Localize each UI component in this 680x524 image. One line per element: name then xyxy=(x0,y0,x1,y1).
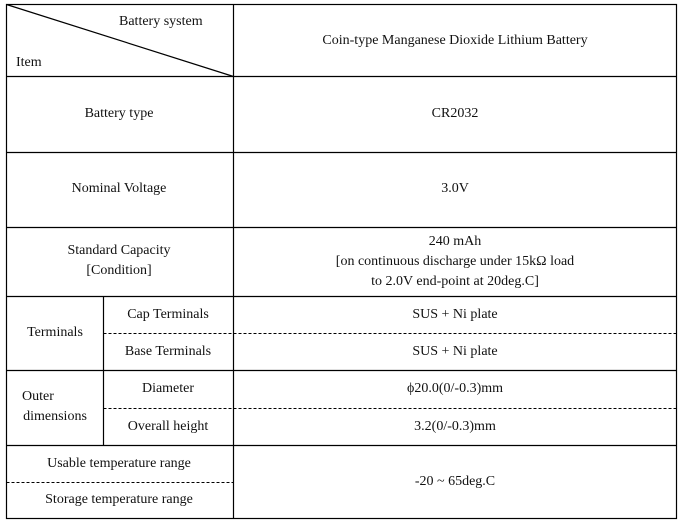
usable-temperature-label: Usable temperature range xyxy=(47,456,191,471)
standard-capacity-label: Standard Capacity xyxy=(67,243,171,258)
battery-system-label: Battery system xyxy=(119,14,203,29)
outer-dimensions-label: Outer xyxy=(22,389,54,404)
base-terminals-label: Base Terminals xyxy=(124,344,212,359)
standard-capacity-condition-label: [Condition] xyxy=(86,263,152,278)
standard-capacity-value: 240 mAh xyxy=(428,234,482,249)
cap-terminals-value: SUS + Ni plate xyxy=(412,307,498,322)
nominal-voltage-value: 3.0V xyxy=(441,181,469,196)
cap-terminals-label: Cap Terminals xyxy=(127,307,209,322)
battery-type-label: Battery type xyxy=(84,106,154,121)
base-terminals-value: SUS + Ni plate xyxy=(412,344,498,359)
nominal-voltage-label: Nominal Voltage xyxy=(71,181,167,196)
standard-capacity-condition-line1: [on continuous discharge under 15kΩ load xyxy=(335,254,575,269)
standard-capacity-condition-line2: to 2.0V end-point at 20deg.C] xyxy=(371,274,539,289)
outer-dimensions-label-line2: dimensions xyxy=(23,409,87,424)
overall-height-value: 3.2(0/-0.3)mm xyxy=(414,419,496,434)
temperature-range-value: -20 ~ 65deg.C xyxy=(414,474,496,489)
battery-system-value: Coin-type Manganese Dioxide Lithium Battery xyxy=(322,33,588,48)
battery-type-value: CR2032 xyxy=(431,106,479,121)
overall-height-label: Overall height xyxy=(127,419,209,434)
terminals-label: Terminals xyxy=(27,325,83,340)
storage-temperature-label: Storage temperature range xyxy=(45,492,193,507)
item-label: Item xyxy=(16,55,42,70)
diameter-value: ϕ20.0(0/-0.3)mm xyxy=(406,381,504,396)
diameter-label: Diameter xyxy=(141,381,195,396)
